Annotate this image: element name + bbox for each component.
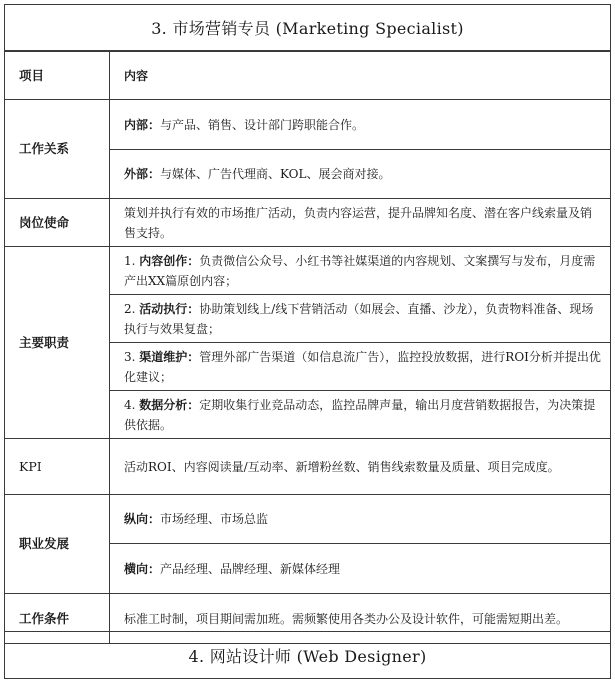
header-value-cell: 内容: [110, 52, 611, 100]
horizontal-prefix: 横向：: [124, 561, 161, 576]
table-header-row: [5, 52, 611, 100]
duty-row: [5, 247, 611, 295]
internal-prefix: 内部：: [124, 117, 161, 132]
duty-num: 3.: [124, 349, 136, 364]
duty-item: [110, 391, 611, 439]
duty-item: [110, 295, 611, 343]
career-horizontal: [110, 544, 611, 594]
duty-num: 4.: [124, 397, 136, 412]
kpi-label: KPI: [5, 439, 110, 495]
duty-item: [110, 247, 611, 295]
external-prefix: 外部：: [124, 167, 161, 181]
work-relations-label: 工作关系: [5, 100, 110, 199]
career-row-vertical: [5, 495, 611, 544]
duty-num: 2.: [124, 301, 136, 316]
header-key-cell: 项目: [5, 52, 110, 100]
duty-title: 数据分析：: [139, 397, 200, 412]
duty-item: [110, 343, 611, 391]
vertical-text: 市场经理、市场总监: [160, 512, 269, 526]
section-title-marketing-specialist: 3. 市场营销专员 (Marketing Specialist): [4, 4, 611, 51]
horizontal-text: 产品经理、品牌经理、新媒体经理: [160, 561, 341, 576]
mission-label: 岗位使命: [5, 199, 110, 247]
duty-text: 协助策划线上/线下营销活动（如展会、直播、沙龙），负责物料准备、现场执行与效果复盘；: [124, 301, 594, 336]
duty-title: 活动执行：: [139, 301, 200, 316]
career-label: 职业发展: [5, 495, 110, 594]
job-description-table: [4, 51, 611, 644]
career-vertical: [110, 495, 611, 544]
duty-num: 1.: [124, 253, 136, 268]
internal-text: 与产品、销售、设计部门跨职能合作。: [160, 117, 365, 132]
work-relations-row-internal: [5, 100, 611, 150]
conditions-label: 工作条件: [5, 594, 110, 644]
mission-row: [5, 199, 611, 247]
section-title-web-designer: 4. 网站设计师 (Web Designer): [4, 631, 611, 679]
duty-title: 内容创作：: [139, 253, 200, 268]
work-relations-internal: [110, 100, 611, 150]
kpi-text: 活动ROI、内容阅读量/互动率、新增粉丝数、销售线索数量及质量、项目完成度。: [110, 439, 611, 495]
work-relations-external: [110, 150, 611, 199]
duties-label: 主要职责: [5, 247, 110, 439]
duty-text: 管理外部广告渠道（如信息流广告），监控投放数据，进行ROI分析并提出优化建议；: [124, 349, 601, 384]
mission-text: 策划并执行有效的市场推广活动，负责内容运营，提升品牌知名度、潜在客户线索量及销售支持。: [110, 199, 611, 247]
duty-text: 负责微信公众号、小红书等社媒渠道的内容规划、文案撰写与发布，月度需产出XX篇原创内容；: [124, 253, 596, 288]
duty-text: 定期收集行业竞品动态，监控品牌声量，输出月度营销数据报告，为决策提供依据。: [124, 397, 596, 432]
external-text: 与媒体、广告代理商、KOL、展会商对接。: [160, 167, 391, 181]
vertical-prefix: 纵向：: [124, 512, 161, 526]
kpi-row: [5, 439, 611, 495]
duty-title: 渠道维护：: [139, 349, 200, 364]
conditions-text: 标准工时制，项目期间需加班。需频繁使用各类办公及设计软件，可能需短期出差。: [110, 594, 611, 644]
